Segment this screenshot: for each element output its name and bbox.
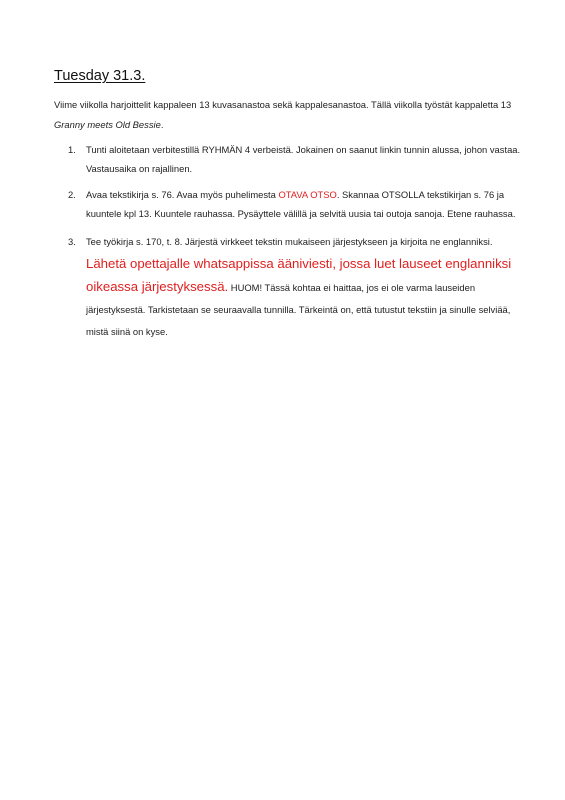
- intro-text-before: Viime viikolla harjoittelit kappaleen 13 kuvasanastoa sekä kappalesanastoa. Tällä viikolla työstät kappaletta 13: [54, 99, 512, 110]
- app-name-highlight: OTAVA OTSO: [278, 189, 337, 200]
- intro-paragraph: [54, 95, 524, 135]
- task-number: 3.: [68, 236, 76, 247]
- instruction-highlight: Lähetä opettajalle whatsappissa ääniviesti, jossa luet lauseet englanniksi oikeassa järjestyksessä.: [86, 256, 512, 294]
- task-item-3: [54, 231, 524, 343]
- task-text-before: Avaa tekstikirja s. 76. Avaa myös puhelimesta: [86, 189, 279, 200]
- task-text-before: Tee työkirja s. 170, t. 8. Järjestä virkkeet tekstin mukaiseen järjestykseen ja kirjoita ne englanniksi.: [86, 236, 493, 247]
- task-list: [54, 141, 524, 351]
- task-text-after: HUOM! Tässä kohtaa ei haittaa, jos ei ole varma lauseiden järjestyksestä. Tarkistetaan se seuraavalla tunnilla. Tärkeintä on, että tutustut tekstiin ja sinulle selviää, mistä siinä on kyse.: [86, 282, 511, 337]
- task-text: Tunti aloitetaan verbitestillä RYHMÄN 4 verbeistä. Jokainen on saanut linkin tunnin alussa, johon vastaa. Vastausaika on rajallinen.: [86, 144, 521, 174]
- intro-text-after: .: [160, 119, 164, 130]
- task-number: 1.: [68, 144, 76, 155]
- task-number: 2.: [68, 189, 76, 200]
- page-heading: Tuesday 31.3.: [54, 68, 146, 84]
- task-item-1: [54, 141, 524, 178]
- task-text-after: . Skannaa OTSOLLA tekstikirjan s. 76 ja kuuntele kpl 13. Kuuntele rauhassa. Pysäyttele välillä ja selvitä uusia tai outoja sanoja. Etene rauhassa.: [86, 189, 516, 219]
- intro-chapter-title: Granny meets Old Bessie: [54, 119, 161, 130]
- task-item-2: [54, 186, 524, 223]
